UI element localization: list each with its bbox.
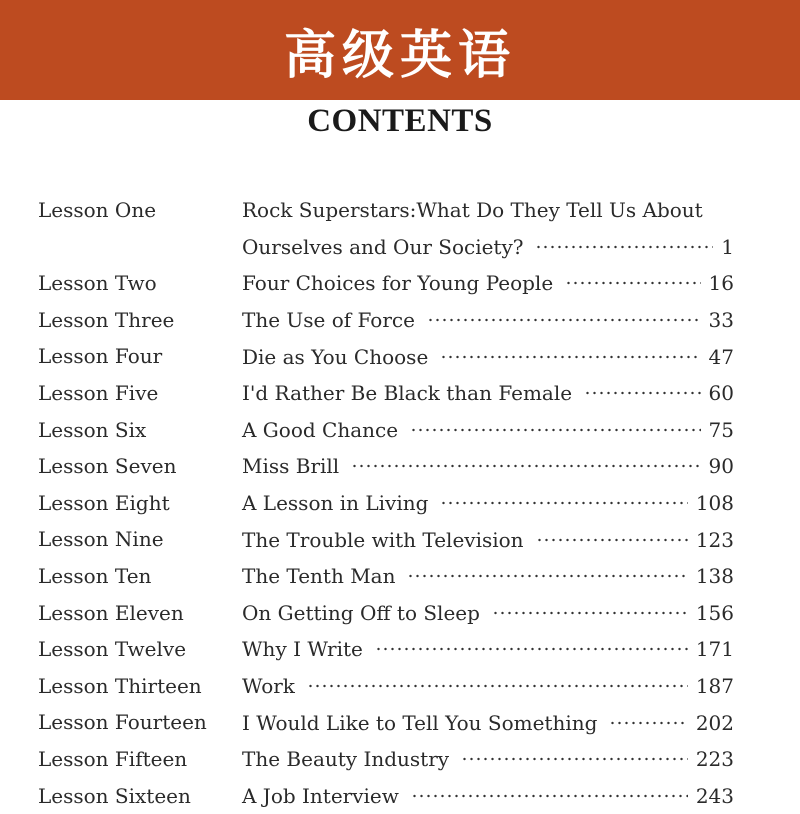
page-number: 47 — [709, 345, 734, 369]
lesson-title: Why I Write — [242, 637, 363, 661]
dot-leader — [410, 426, 701, 434]
toc-entry — [0, 265, 800, 302]
lesson-title: The Beauty Industry — [242, 747, 449, 771]
page-number: 33 — [709, 308, 734, 332]
lesson-label: Lesson Thirteen — [38, 668, 202, 705]
toc-entry — [0, 448, 800, 485]
lesson-label: Lesson One — [38, 192, 156, 229]
toc-entry — [0, 485, 800, 522]
lesson-title-line — [242, 412, 734, 449]
toc-entry — [0, 778, 800, 814]
dot-leader — [609, 719, 687, 727]
lesson-title: A Good Chance — [242, 418, 398, 442]
dot-leader — [461, 755, 688, 763]
page-number: 75 — [709, 418, 734, 442]
lesson-label: Lesson Five — [38, 375, 158, 412]
dot-leader — [411, 792, 688, 800]
lesson-title: The Tenth Man — [242, 564, 395, 588]
lesson-title-continuation: Ourselves and Our Society? — [242, 235, 523, 259]
dot-leader — [492, 609, 688, 617]
lesson-title-line — [242, 375, 734, 412]
lesson-title-line — [242, 778, 734, 814]
lesson-label: Lesson Fourteen — [38, 704, 207, 741]
dot-leader — [584, 389, 700, 397]
lesson-title: The Trouble with Television — [242, 528, 524, 552]
lesson-title: A Lesson in Living — [242, 491, 428, 515]
lesson-title-line — [242, 521, 734, 558]
toc-entry — [0, 741, 800, 778]
lesson-title: Die as You Choose — [242, 345, 428, 369]
lesson-title-line — [242, 741, 734, 778]
page-number: 90 — [709, 454, 734, 478]
lesson-title-line — [242, 668, 734, 705]
lesson-label: Lesson Six — [38, 412, 146, 449]
page-number: 123 — [696, 528, 734, 552]
lesson-title-line — [242, 229, 734, 266]
toc-entry — [0, 302, 800, 339]
dot-leader — [351, 462, 700, 470]
lesson-title-line — [242, 265, 734, 302]
dot-leader — [440, 499, 687, 507]
lesson-title: Work — [242, 674, 295, 698]
dot-leader — [375, 645, 688, 653]
lesson-title: Four Choices for Young People — [242, 271, 553, 295]
page-number: 202 — [696, 711, 734, 735]
lesson-label: Lesson Fifteen — [38, 741, 187, 778]
lesson-label: Lesson Seven — [38, 448, 176, 485]
lesson-label: Lesson Sixteen — [38, 778, 191, 814]
lesson-title: On Getting Off to Sleep — [242, 601, 480, 625]
lesson-title: The Use of Force — [242, 308, 415, 332]
lesson-title-line — [242, 338, 734, 375]
lesson-label: Lesson Eleven — [38, 595, 184, 632]
lesson-label: Lesson Eight — [38, 485, 170, 522]
dot-leader — [427, 316, 701, 324]
toc-entry — [0, 668, 800, 705]
page-number: 60 — [709, 381, 734, 405]
toc-entry — [0, 375, 800, 412]
lesson-title-line — [242, 192, 734, 229]
toc-entry — [0, 704, 800, 741]
title-banner — [0, 0, 800, 100]
lesson-title-line — [242, 558, 734, 595]
lesson-title-line — [242, 631, 734, 668]
lesson-label: Lesson Nine — [38, 521, 164, 558]
page-number: 187 — [696, 674, 734, 698]
lesson-label: Lesson Three — [38, 302, 174, 339]
toc-entry — [0, 192, 800, 229]
page-number: 16 — [709, 271, 734, 295]
lesson-title: A Job Interview — [242, 784, 399, 808]
contents-heading: CONTENTS — [0, 100, 800, 142]
book-title: 高级英语 — [284, 13, 516, 88]
lesson-title: Miss Brill — [242, 454, 339, 478]
lesson-title: I Would Like to Tell You Something — [242, 711, 597, 735]
toc-entry — [0, 631, 800, 668]
dot-leader — [307, 682, 688, 690]
dot-leader — [536, 536, 688, 544]
dot-leader — [407, 572, 687, 580]
page-number: 243 — [696, 784, 734, 808]
toc-entry-continuation — [0, 229, 800, 266]
dot-leader — [535, 243, 713, 251]
toc-entry — [0, 558, 800, 595]
page-number: 108 — [696, 491, 734, 515]
lesson-label: Lesson Twelve — [38, 631, 186, 668]
toc-entry — [0, 595, 800, 632]
dot-leader — [565, 279, 700, 287]
page-number: 1 — [721, 235, 734, 259]
lesson-title-line — [242, 595, 734, 632]
lesson-title-line — [242, 302, 734, 339]
toc-entry — [0, 521, 800, 558]
lesson-title: Rock Superstars:What Do They Tell Us About — [242, 198, 703, 222]
lesson-title: I'd Rather Be Black than Female — [242, 381, 572, 405]
lesson-title-line — [242, 704, 734, 741]
dot-leader — [440, 353, 700, 361]
lesson-label: Lesson Ten — [38, 558, 151, 595]
toc-entry — [0, 338, 800, 375]
page-number: 138 — [696, 564, 734, 588]
table-of-contents — [0, 192, 800, 814]
lesson-label: Lesson Four — [38, 338, 162, 375]
page-number: 223 — [696, 747, 734, 771]
lesson-label: Lesson Two — [38, 265, 157, 302]
lesson-title-line — [242, 485, 734, 522]
toc-entry — [0, 412, 800, 449]
page-number: 156 — [696, 601, 734, 625]
lesson-title-line — [242, 448, 734, 485]
page-number: 171 — [696, 637, 734, 661]
